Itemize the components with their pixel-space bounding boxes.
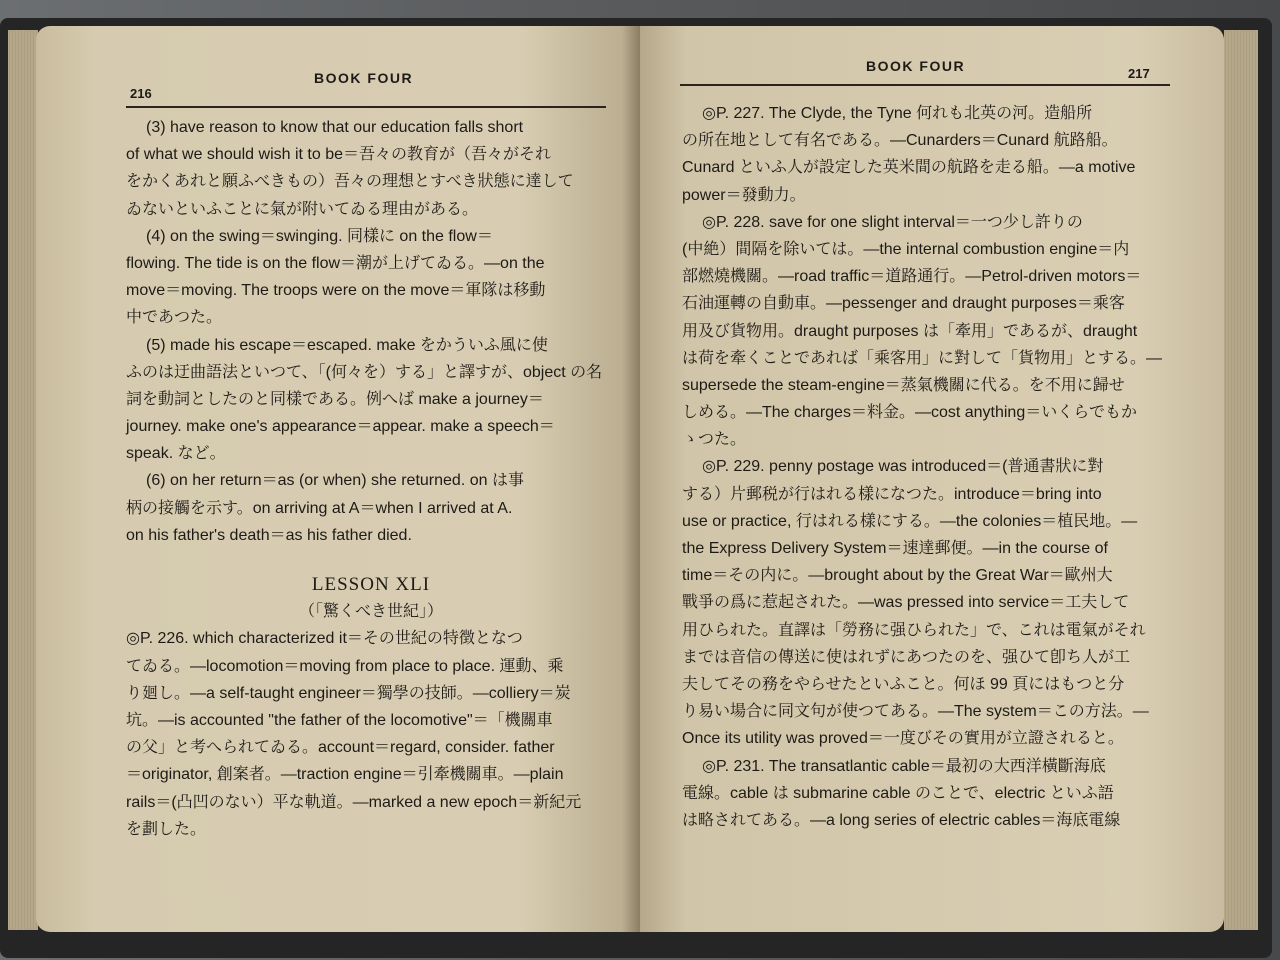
text-line: を劃した。	[126, 820, 207, 838]
text-line: ◎P. 227. The Clyde, the Tyne 何れも北英の河。造船所	[702, 105, 1093, 122]
running-header: BOOK FOUR	[314, 70, 414, 86]
left-page	[36, 26, 640, 932]
page-edges-left	[8, 30, 38, 930]
right-page-text	[682, 100, 1182, 834]
text-line: の父」と考へられてゐる。account＝regard, consider. father	[126, 739, 555, 757]
text-line: 部燃燒機關。—road traffic＝道路通行。—Petrol-driven motors＝	[682, 268, 1142, 286]
text-line: ふのは迂曲語法といつて、「(何々を）する」と譯すが、object の名	[126, 363, 603, 381]
text-line: rails＝(凸凹のない）平な軌道。—marked a new epoch＝新紀元	[126, 793, 582, 811]
text-line: journey. make one's appearance＝appear. make a speech＝	[126, 418, 555, 436]
text-line: り廻し。—a self-taught engineer＝獨學の技師。—colliery＝炭	[126, 684, 571, 702]
running-header: BOOK FOUR	[866, 58, 966, 74]
page-number: 217	[1128, 66, 1150, 81]
text-line: flowing. The tide is on the flow＝潮が上げてゐる。—on the	[126, 254, 545, 272]
text-line: (3) have reason to know that our education falls short	[146, 119, 524, 136]
text-line: (中絶）間隔を除いては。—the internal combustion engine＝内	[682, 240, 1130, 258]
text-line: ◎P. 226. which characterized it＝その世紀の特徴となつ	[126, 630, 523, 648]
text-line: supersede the steam-engine＝蒸氣機關に代る。を不用に歸せ	[682, 376, 1125, 394]
text-line: ＝originator, 創案者。—traction engine＝引牽機關車。—plain	[126, 766, 564, 784]
text-line: (6) on her return＝as (or when) she returned. on は事	[146, 472, 524, 490]
text-line: power＝發動力。	[682, 186, 806, 204]
text-line: 詞を動詞としたのと同樣である。例へば make a journey＝	[126, 390, 544, 408]
text-line: り易い場合に同文句が使つてある。—The system＝この方法。—	[682, 703, 1149, 721]
text-line: 石油運轉の自動車。—pessenger and draught purposes＝乘客	[682, 295, 1125, 313]
text-line: は荷を牽くことであれば「乘客用」に對して「貨物用」とする。—	[682, 349, 1163, 367]
right-page	[640, 26, 1224, 932]
text-line: on his father's death＝as his father died.	[126, 526, 412, 544]
text-line: Cunard といふ人が設定した英米間の航路を走る船。—a motive	[682, 159, 1136, 177]
text-line: speak. など。	[126, 445, 226, 463]
text-line: までは音信の傳送に使はれずにあつたのを、强ひて卽ち人が工	[682, 648, 1131, 666]
text-line: ◎P. 228. save for one slight interval＝一つ少し許りの	[702, 213, 1083, 231]
text-line: をかくあれと願ふべきもの）吾々の理想とすべき狀態に達して	[126, 173, 574, 191]
text-line: (5) made his escape＝escaped. make をかういふ風に使	[146, 336, 548, 354]
text-line: は略されてある。—a long series of electric cables＝海底電線	[682, 811, 1121, 829]
text-line: てゐる。—locomotion＝moving from place to place. 運動、乘	[126, 657, 564, 675]
text-line: 中であつた。	[126, 309, 223, 327]
page-edges-right	[1224, 30, 1258, 930]
lesson-heading: LESSON XLI	[311, 574, 431, 595]
text-line: Once its utility was proved＝一度びその實用が立證されると。	[682, 730, 1124, 748]
text-line: 電線。cable は submarine cable のことで、electric といふ語	[682, 784, 1114, 802]
text-line: する）片郵税が行はれる樣になつた。introduce＝bring into	[682, 485, 1102, 503]
text-line: ◎P. 231. The transatlantic cable＝最初の大西洋橫斷海底	[702, 757, 1106, 775]
page-number: 216	[130, 86, 152, 101]
text-line: の所在地として有名である。—Cunarders＝Cunard 航路船。	[682, 132, 1118, 150]
text-line: of what we should wish it to be＝吾々の教育が（吾々がそれ	[126, 146, 552, 164]
header-rule	[680, 84, 1170, 86]
text-line: しめる。—The charges＝料金。—cost anything＝いくらでもか	[682, 404, 1138, 422]
left-page-text	[126, 114, 616, 843]
text-line: ゝつた。	[682, 431, 747, 449]
text-line: 柄の接觸を示す。on arriving at A＝when I arrived at A.	[126, 499, 513, 517]
text-line: ゐないといふことに氣が附いてゐる理由がある。	[126, 200, 479, 218]
text-line: ◎P. 229. penny postage was introduced＝(普通書狀に對	[702, 458, 1104, 476]
text-line: 坑。—is accounted "the father of the locomotive"＝「機關車	[126, 711, 553, 729]
text-line: 用及び貨物用。draught purposes は「牽用」であるが、draught	[682, 322, 1138, 340]
lesson-subtitle: （「驚くべき世紀」）	[298, 603, 443, 621]
text-line: 用ひられた。直譯は「勞務に强ひられた」で、これは電氣がそれ	[682, 621, 1146, 639]
header-rule	[126, 106, 606, 108]
spacer	[126, 549, 616, 571]
text-line: the Express Delivery System＝速達郵便。—in the course of	[682, 540, 1108, 557]
text-line: 戰爭の爲に惹起された。—was pressed into service＝工夫して	[682, 594, 1130, 612]
text-line: time＝その内に。—brought about by the Great War＝歐州大	[682, 567, 1113, 585]
text-line: move＝moving. The troops were on the move＝軍隊は移動	[126, 282, 546, 300]
text-line: 夫してその務をやらせたといふこと。何ほ 99 頁にはもつと分	[682, 675, 1125, 693]
text-line: (4) on the swing＝swinging. 同樣に on the flow＝	[146, 227, 493, 245]
text-line: use or practice, 行はれる樣にする。—the colonies＝植民地。—	[682, 512, 1138, 530]
